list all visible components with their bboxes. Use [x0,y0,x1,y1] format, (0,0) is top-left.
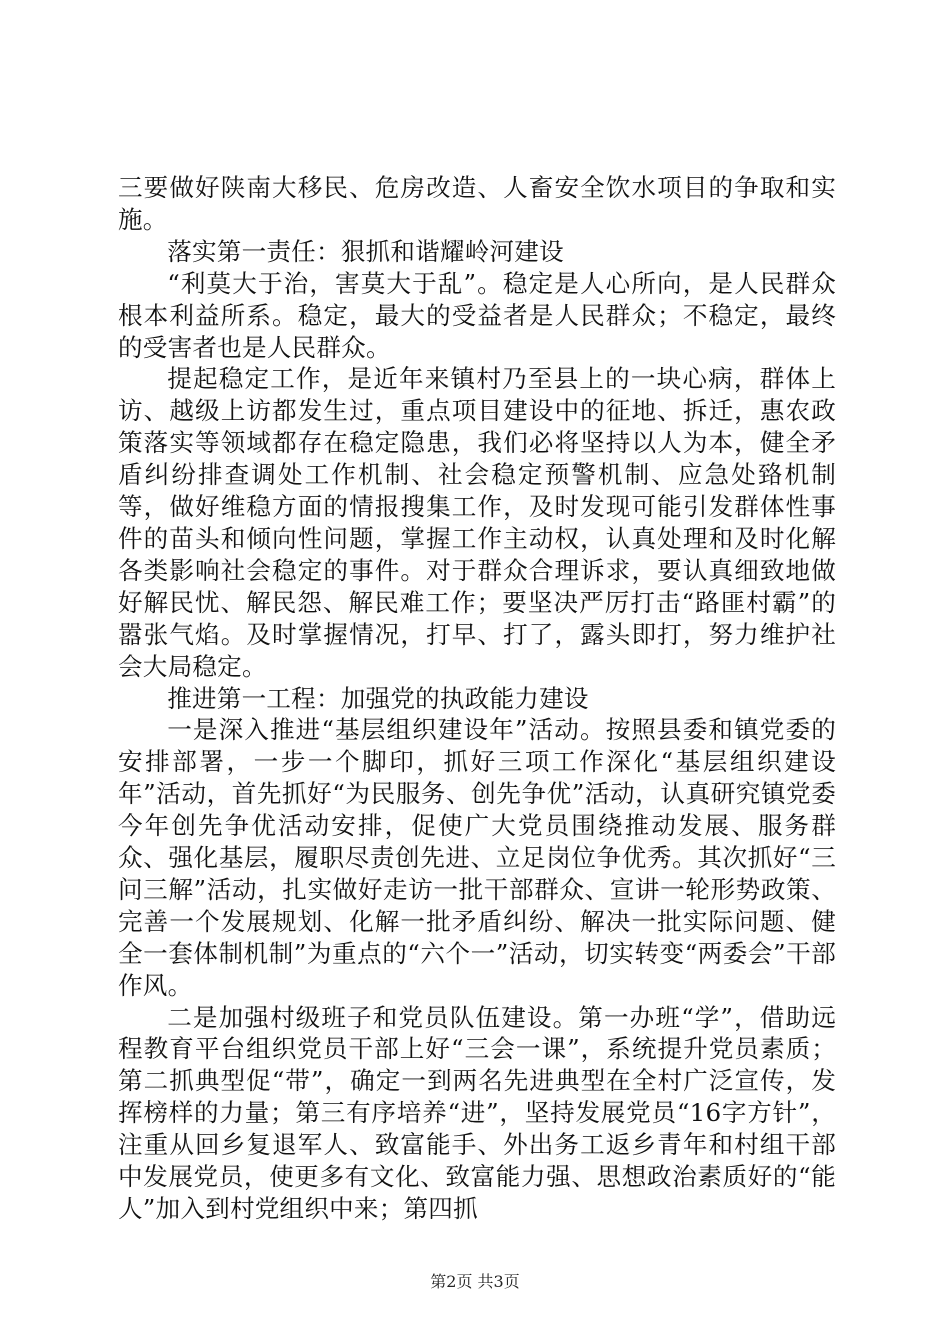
section-heading-stability: 落实第一责任：狠抓和谐耀岭河建设 [167,236,564,266]
paragraph-1: 三要做好陕南大移民、危房改造、人畜安全饮水项目的争取和实施。 [118,173,836,234]
section-heading-party-building: 推进第一工程：加强党的执政能力建设 [167,683,589,713]
document-body [118,172,836,1225]
page-number-footer: 第2页 共3页 [430,1272,520,1291]
paragraph-7: 二是加强村级班子和党员队伍建设。第一办班“学”，借助远程教育平台组织党员干部上好“三会一课”，系统提升党员素质；第二抓典型促“带”，确定一到两名先进典型在全村广泛宣传，发挥榜样的力量；第三有序培养“进”，坚持发展党员“16字方针”，注重从回乡复退军人、致富能手、外出务工返乡青年和村组干部中发展党员，使更多有文化、致富能力强、思想政治素质好的“能人”加入到村党组织中来；第四抓 [118,1002,836,1223]
paragraph-6: 一是深入推进“基层组织建设年”活动。按照县委和镇党委的安排部署，一步一个脚印，抓好三项工作深化“基层组织建设年”活动，首先抓好“为民服务、创先争优”活动，认真研究镇党委今年创先争优活动安排，促使广大党员围绕推动发展、服务群众、强化基层，履职尽责创先进、立足岗位争优秀。其次抓好“三问三解”活动，扎实做好走访一批干部群众、宣讲一轮形势政策、完善一个发展规划、化解一批矛盾纠纷、解决一批实际问题、健全一套体制机制”为重点的“六个一”活动，切实转变“两委会”干部作风。 [118,715,836,1000]
paragraph-4: 提起稳定工作，是近年来镇村乃至县上的一块心病，群体上访、越级上访都发生过，重点项目建设中的征地、拆迁，惠农政策落实等领域都存在稳定隐患，我们必将坚持以人为本，健全矛盾纠纷排查调处工作机制、社会稳定预警机制、应急处臵机制等，做好维稳方面的情报搜集工作，及时发现可能引发群体性事件的苗头和倾向性问题，掌握工作主动权，认真处理和及时化解各类影响社会稳定的事件。对于群众合理诉求，要认真细致地做好解民忧、解民怨、解民难工作；要坚决严厉打击“路匪村霸”的嚣张气焰。及时掌握情况，打早、打了，露头即打，努力维护社会大局稳定。 [118,364,836,681]
paragraph-3: “利莫大于治，害莫大于乱”。稳定是人心所向，是人民群众根本利益所系。稳定，最大的受益者是人民群众；不稳定，最终的受害者也是人民群众。 [118,268,836,362]
